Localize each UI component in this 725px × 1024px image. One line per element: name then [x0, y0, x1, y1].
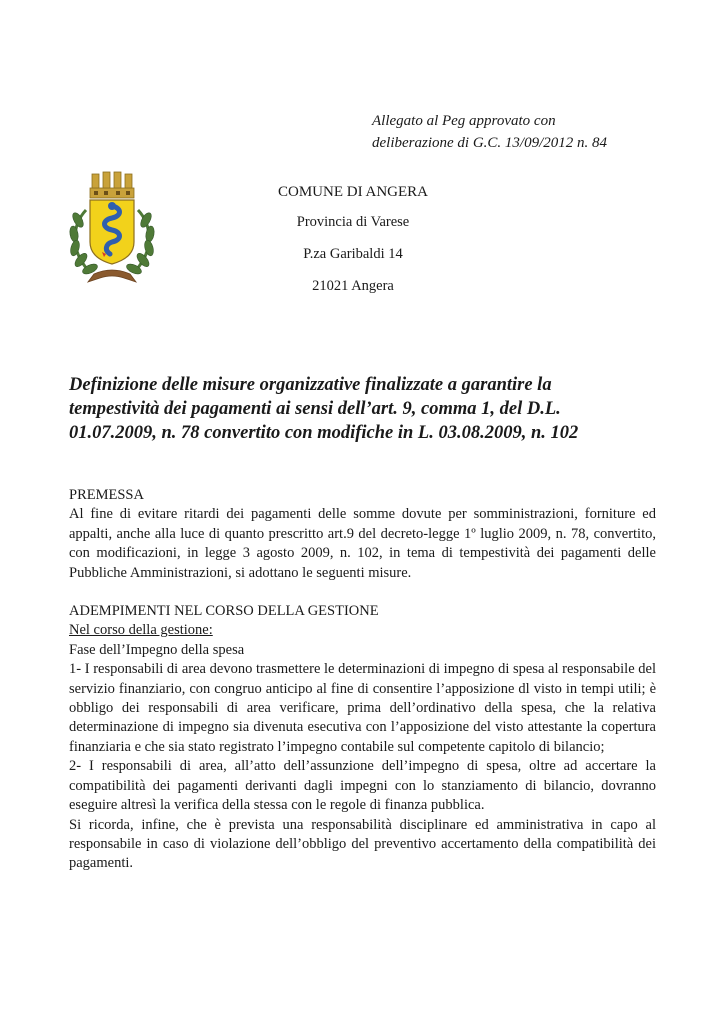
municipality-name: COMUNE DI ANGERA [278, 184, 428, 200]
crown-icon [90, 172, 134, 198]
municipal-coat-of-arms [66, 170, 158, 288]
municipality-block [230, 182, 476, 308]
allegato-note [372, 110, 712, 154]
nel-corso-subheading: Nel corso della gestione: [69, 622, 213, 639]
document-title: Definizione delle misure organizzative finalizzate a garantire la tempestività dei pagamenti ai sensi dell’art. 9, comma 1, del D.L. 01.07.2009, n. 78 convertito con modifiche in L. 03.08.2009, n. 102 [69, 375, 579, 443]
point-2-paragraph: 2- I responsabili di area, all’atto dell’assunzione dell’impegno di spesa, oltre ad accertare la compatibilità dei pagamenti derivanti dagli impegni con lo stanziamento di bilancio, dovranno eseguire altresì la verifica della stessa con le regole di finanza pubblica. [69, 758, 656, 814]
document-body [69, 486, 656, 874]
fase-impegno-subheading: Fase dell’Impegno della spesa [69, 641, 245, 658]
premessa-paragraph: Al fine di evitare ritardi dei pagamenti delle somme dovute per somministrazioni, forniture ed appalti, anche alla luce di quanto prescritto art.9 del decreto-legge 1º luglio 2009, n. 78, convertito, con modificazioni, in legge 3 agosto 2009, n. 102, in tema di tempestività dei pagamenti delle Pubbliche Amministrazioni, si adottano le seguenti misure. [69, 506, 656, 581]
premessa-heading: PREMESSA [69, 487, 144, 503]
adempimenti-heading: ADEMPIMENTI NEL CORSO DELLA GESTIONE [69, 603, 379, 620]
allegato-line-1: Allegato al Peg approvato con [372, 113, 556, 129]
closing-paragraph: Si ricorda, infine, che è prevista una responsabilità disciplinare ed amministrativa in capo al responsabile in caso di violazione dell’obbligo del preventivo accertamento della compatibilità dei pagamenti. [69, 816, 656, 872]
municipality-postcode-city: 21021 Angera [312, 278, 394, 294]
paragraph-spacer [69, 583, 656, 602]
allegato-line-2: deliberazione di G.C. 13/09/2012 n. 84 [372, 135, 607, 151]
ribbon-icon [88, 270, 136, 282]
municipality-address: P.za Garibaldi 14 [303, 246, 403, 262]
municipality-province: Provincia di Varese [296, 214, 410, 230]
point-1-paragraph: 1- I responsabili di area devono trasmettere le determinazioni di impegno di spesa al responsabile del servizio finanziario, con congruo anticipo al fine di consentire l’apposizione dl visto in tempi utili; è obbligo dei responsabili di area verificare, prima dell’ordinativo della spesa, che la relativa determinazione di impegno sia divenuta esecutiva con l’apposizione del visto attestante la copertura finanziaria e che sia stato registrato l’impegno contabile sul competente capitolo di bilancio; [69, 661, 656, 755]
